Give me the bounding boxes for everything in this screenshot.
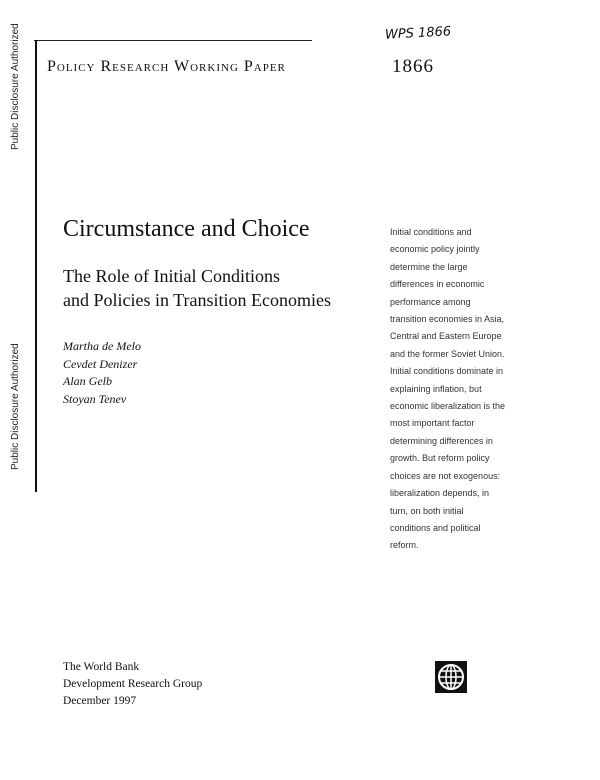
abstract-line: economic liberalization is the <box>390 401 506 412</box>
abstract-line: determining differences in <box>390 435 493 446</box>
handwritten-note: WPS 1866 <box>384 24 452 43</box>
series-name: Policy Research Working Paper <box>47 58 286 75</box>
author: Martha de Melo <box>63 339 141 353</box>
abstract-line: most important factor <box>390 418 475 429</box>
abstract <box>390 224 505 555</box>
abstract-line: Initial conditions dominate in <box>390 366 504 377</box>
abstract-line: differences in economic <box>390 279 485 290</box>
subtitle-line: The Role of Initial Conditions <box>63 266 280 286</box>
subtitle <box>63 264 331 312</box>
abstract-line: transition economies in Asia, <box>390 314 505 325</box>
abstract-line: and the former Soviet Union. <box>390 348 505 359</box>
abstract-line: performance among <box>390 296 471 307</box>
department: Development Research Group <box>63 678 203 690</box>
author: Stoyan Tenev <box>63 391 127 406</box>
paper-number: 1866 <box>392 56 434 77</box>
abstract-line: liberalization depends, in <box>390 488 490 499</box>
page-title: Circumstance and Choice <box>63 216 310 242</box>
disclosure-label: Public Disclosure Authorized <box>10 343 21 470</box>
publisher-info <box>63 659 202 710</box>
margin-rule <box>35 40 37 492</box>
abstract-line: conditions and political <box>390 522 481 533</box>
header-rule <box>34 40 312 41</box>
date: December 1997 <box>63 695 137 707</box>
abstract-line: turn, on both initial <box>390 505 464 516</box>
abstract-line: economic policy jointly <box>390 244 480 255</box>
world-bank-globe-logo <box>435 661 467 693</box>
abstract-line: Initial conditions and <box>390 227 472 237</box>
subtitle-line: and Policies in Transition Economies <box>63 290 331 310</box>
disclosure-label: Public Disclosure Authorized <box>10 23 21 150</box>
abstract-line: determine the large <box>390 261 468 272</box>
author-list <box>63 338 141 408</box>
abstract-line: growth. But reform policy <box>390 453 490 464</box>
author: Alan Gelb <box>63 374 112 388</box>
abstract-line: Central and Eastern Europe <box>390 331 502 342</box>
author: Cevdet Denizer <box>63 356 138 371</box>
abstract-line: explaining inflation, but <box>390 383 482 394</box>
abstract-line: reform. <box>390 540 419 551</box>
publisher: The World Bank <box>63 661 140 673</box>
abstract-line: choices are not exogenous: <box>390 470 501 481</box>
